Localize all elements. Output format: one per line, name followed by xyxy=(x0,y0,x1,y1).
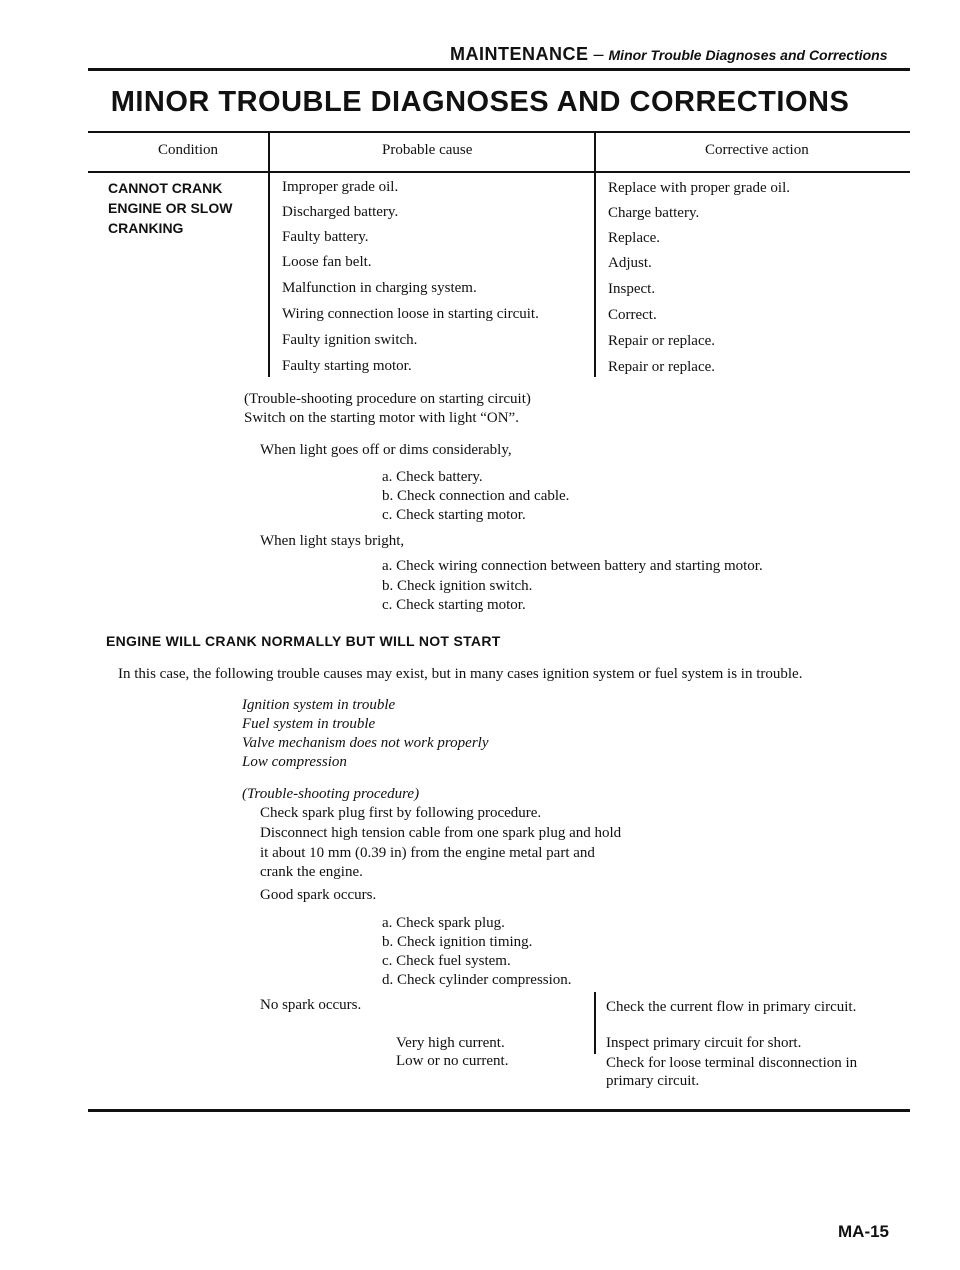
check-step: b. Check ignition switch. xyxy=(382,578,533,594)
table-divider-2 xyxy=(594,131,596,377)
header-section: MAINTENANCE xyxy=(450,44,589,64)
table-top-rule xyxy=(88,131,910,133)
cause-item: Ignition system in trouble xyxy=(242,697,396,713)
check-step: a. Check battery. xyxy=(382,469,483,485)
action-cell: Charge battery. xyxy=(608,205,700,221)
low-current-action: Check for loose terminal disconnection in xyxy=(606,1055,858,1071)
running-header xyxy=(450,44,888,65)
very-high-action: Inspect primary circuit for short. xyxy=(606,1035,802,1051)
cause-item: Valve mechanism does not work properly xyxy=(242,735,489,751)
no-spark-case: No spark occurs. xyxy=(260,997,362,1013)
starting-procedure-heading: (Trouble-shooting procedure on starting circuit) xyxy=(244,391,531,407)
action-cell: Repair or replace. xyxy=(608,333,716,349)
condition-line: CANNOT CRANK xyxy=(108,180,223,196)
good-spark-case: Good spark occurs. xyxy=(260,887,377,903)
page-title: MINOR TROUBLE DIAGNOSES AND CORRECTIONS xyxy=(110,86,850,118)
check-step: a. Check spark plug. xyxy=(382,915,505,931)
low-current-action: primary circuit. xyxy=(606,1073,700,1089)
cause-cell: Faulty battery. xyxy=(282,229,369,245)
check-step: c. Check fuel system. xyxy=(382,953,511,969)
check-step: b. Check ignition timing. xyxy=(382,934,533,950)
action-cell: Replace. xyxy=(608,230,661,246)
procedure-line: it about 10 mm (0.39 in) from the engine metal part and xyxy=(260,845,595,861)
no-spark-action: Check the current flow in primary circuit. xyxy=(606,999,857,1015)
cause-cell: Discharged battery. xyxy=(282,204,399,220)
cause-item: Low compression xyxy=(242,754,347,770)
condition-cell xyxy=(108,178,232,238)
action-cell: Inspect. xyxy=(608,281,656,297)
condition-line: CRANKING xyxy=(108,220,184,236)
bottom-rule xyxy=(88,1109,910,1112)
light-bright-case: When light stays bright, xyxy=(260,533,405,549)
cause-item: Fuel system in trouble xyxy=(242,716,376,732)
table-header-rule xyxy=(88,171,910,173)
very-high-current: Very high current. xyxy=(396,1035,505,1051)
cause-cell: Wiring connection loose in starting circuit. xyxy=(282,306,539,322)
table-header-condition: Condition xyxy=(158,142,219,158)
header-dash: – xyxy=(588,44,609,64)
cause-cell: Faulty starting motor. xyxy=(282,358,412,374)
procedure-line: Check spark plug first by following procedure. xyxy=(260,805,542,821)
check-step: d. Check cylinder compression. xyxy=(382,972,572,988)
procedure-line: crank the engine. xyxy=(260,864,363,880)
low-current: Low or no current. xyxy=(396,1053,509,1069)
cause-cell: Improper grade oil. xyxy=(282,179,399,195)
check-step: b. Check connection and cable. xyxy=(382,488,570,504)
action-cell: Replace with proper grade oil. xyxy=(608,180,791,196)
action-cell: Adjust. xyxy=(608,255,652,271)
table-divider-1 xyxy=(268,131,270,377)
condition-line: ENGINE OR SLOW xyxy=(108,200,233,216)
no-start-heading: ENGINE WILL CRANK NORMALLY BUT WILL NOT START xyxy=(106,633,501,649)
check-step: c. Check starting motor. xyxy=(382,507,526,523)
starting-procedure-intro: Switch on the starting motor with light “ON”. xyxy=(244,410,519,426)
page-number: MA-15 xyxy=(838,1222,890,1241)
check-step: c. Check starting motor. xyxy=(382,597,526,613)
action-divider xyxy=(594,992,596,1054)
check-step: a. Check wiring connection between battery and starting motor. xyxy=(382,558,763,574)
cause-cell: Loose fan belt. xyxy=(282,254,372,270)
table-header-action: Corrective action xyxy=(705,142,809,158)
light-dims-case: When light goes off or dims considerably, xyxy=(260,442,512,458)
cause-cell: Faulty ignition switch. xyxy=(282,332,418,348)
procedure-line: Disconnect high tension cable from one spark plug and hold xyxy=(260,825,622,841)
no-start-intro: In this case, the following trouble causes may exist, but in many cases ignition system or fuel system is in trouble. xyxy=(118,666,803,682)
action-cell: Repair or replace. xyxy=(608,359,716,375)
action-cell: Correct. xyxy=(608,307,657,323)
procedure-heading: (Trouble-shooting procedure) xyxy=(242,786,420,802)
header-subtitle: Minor Trouble Diagnoses and Corrections xyxy=(608,47,888,63)
cause-cell: Malfunction in charging system. xyxy=(282,280,477,296)
header-rule xyxy=(88,68,910,71)
table-header-cause: Probable cause xyxy=(382,142,473,158)
